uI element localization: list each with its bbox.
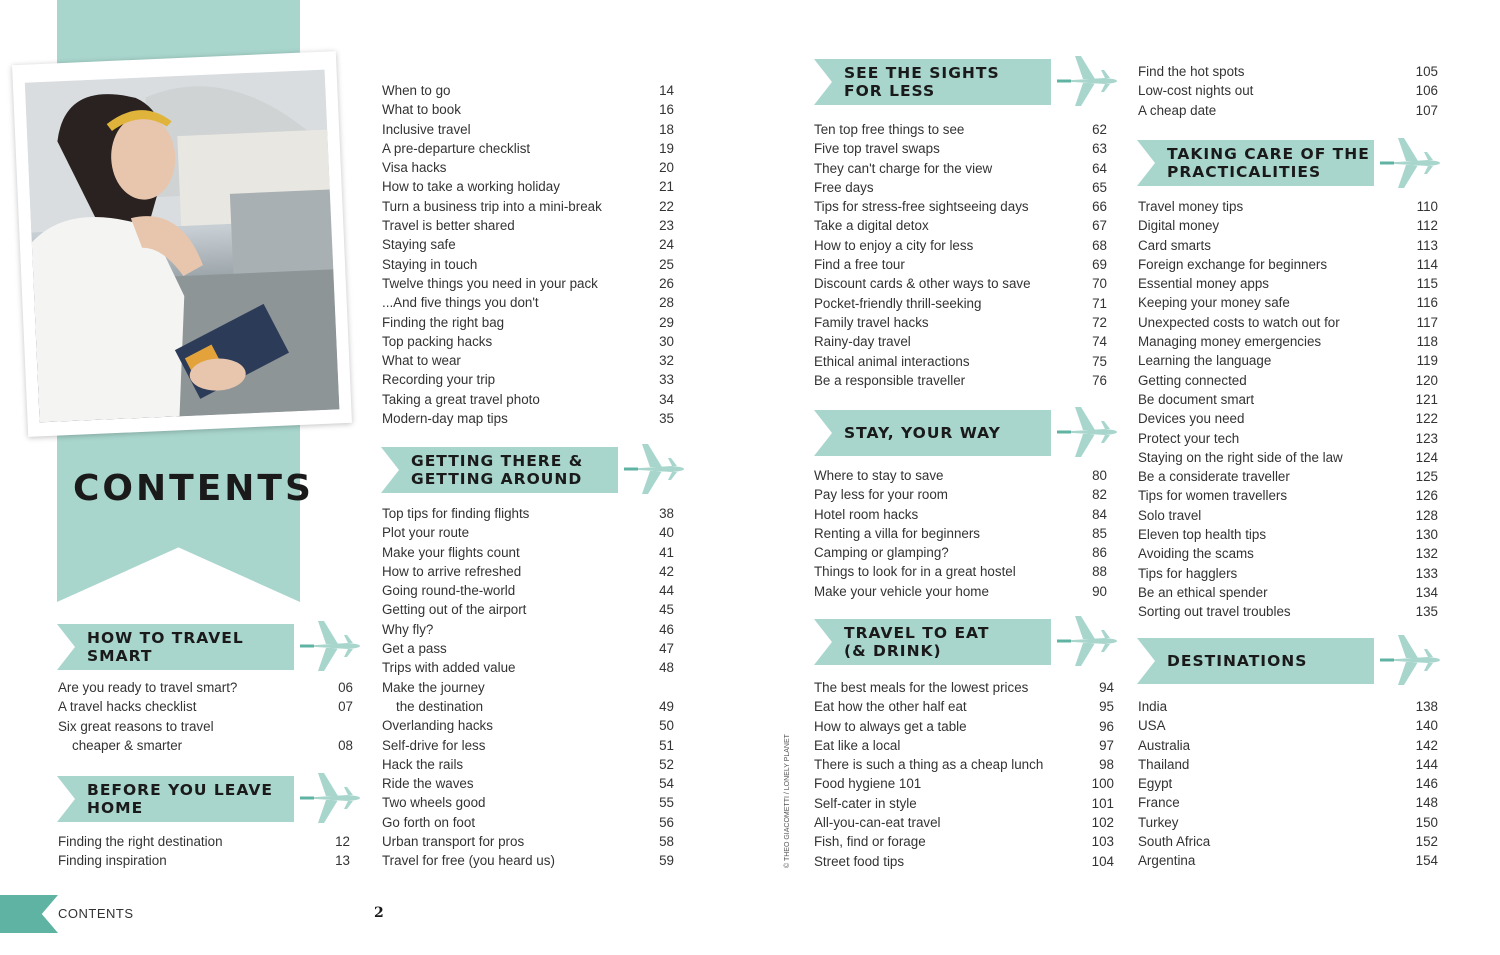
toc-entry[interactable]: Food hygiene 101 100 xyxy=(814,776,1114,792)
toc-entry[interactable]: A travel hacks checklist 07 xyxy=(58,699,353,715)
toc-entry[interactable]: Finding the right bag 29 xyxy=(382,314,674,330)
toc-entry[interactable]: Keeping your money safe 116 xyxy=(1138,295,1438,311)
toc-entry[interactable]: Visa hacks 20 xyxy=(382,160,674,176)
toc-entry[interactable]: Street food tips 104 xyxy=(814,853,1114,869)
toc-entry[interactable]: Make your vehicle your home 90 xyxy=(814,583,1107,599)
toc-entry[interactable]: Overlanding hacks 50 xyxy=(382,718,674,734)
section-title: HOW TO TRAVEL SMART xyxy=(87,629,244,665)
toc-entry[interactable]: Learning the language 119 xyxy=(1138,353,1438,369)
footer-label: CONTENTS xyxy=(58,906,134,921)
toc-entry[interactable]: Finding inspiration 13 xyxy=(58,853,350,869)
toc-entry[interactable]: Turkey 150 xyxy=(1138,814,1438,830)
toc-entry[interactable]: How to arrive refreshed 42 xyxy=(382,563,674,579)
list-before xyxy=(58,832,350,871)
list-eat xyxy=(814,678,1114,871)
toc-entry[interactable]: How to enjoy a city for less 68 xyxy=(814,237,1107,253)
section-banner-practical xyxy=(1137,140,1374,186)
toc-entry[interactable]: Discount cards & other ways to save 70 xyxy=(814,276,1107,292)
list-how-to xyxy=(58,678,353,755)
toc-entry[interactable]: Six great reasons to travel xyxy=(58,718,214,734)
toc-entry[interactable]: Urban transport for pros 58 xyxy=(382,834,674,850)
toc-entry[interactable]: Unexpected costs to watch out for 117 xyxy=(1138,314,1438,330)
toc-entry[interactable]: Pay less for your room 82 xyxy=(814,487,1107,503)
toc-entry[interactable]: Staying in touch 25 xyxy=(382,256,674,272)
toc-entry[interactable]: Two wheels good 55 xyxy=(382,795,674,811)
toc-entry[interactable]: Be document smart 121 xyxy=(1138,391,1438,407)
toc-entry[interactable]: Australia 142 xyxy=(1138,737,1438,753)
section-title: STAY, YOUR WAY xyxy=(844,424,1001,442)
toc-entry[interactable]: Protect your tech 123 xyxy=(1138,430,1438,446)
toc-entry[interactable]: Eleven top health tips 130 xyxy=(1138,527,1438,543)
toc-entry[interactable]: Make your flights count 41 xyxy=(382,544,674,560)
toc-entry[interactable]: Getting connected 120 xyxy=(1138,372,1438,388)
toc-entry[interactable]: Tips for hagglers 133 xyxy=(1138,565,1438,581)
photo-credit: © THEO GIACOMETTI / LONELY PLANET xyxy=(784,734,791,868)
section-title: GETTING THERE & GETTING AROUND xyxy=(411,452,584,488)
toc-entry[interactable]: Digital money 112 xyxy=(1138,218,1438,234)
toc-entry[interactable]: They can't charge for the view 64 xyxy=(814,160,1107,176)
toc-entry[interactable]: Getting out of the airport 45 xyxy=(382,602,674,618)
toc-entry[interactable]: Travel is better shared 23 xyxy=(382,218,674,234)
toc-entry[interactable]: Ten top free things to see 62 xyxy=(814,122,1107,137)
list-destinations xyxy=(1138,697,1438,871)
plane-icon xyxy=(624,442,686,496)
plane-icon xyxy=(300,771,362,825)
section-title: BEFORE YOU LEAVE HOME xyxy=(87,781,273,817)
toc-entry[interactable]: Turn a business trip into a mini-break 22 xyxy=(382,198,674,214)
toc-entry[interactable]: France 148 xyxy=(1138,795,1438,811)
toc-entry[interactable]: When to go 14 xyxy=(382,83,674,98)
toc-entry[interactable]: Renting a villa for beginners 85 xyxy=(814,525,1107,541)
toc-entry[interactable]: How to always get a table 96 xyxy=(814,718,1114,734)
section-banner-stay xyxy=(814,410,1051,456)
toc-entry[interactable]: Going round-the-world 44 xyxy=(382,583,674,599)
list-eat-continued xyxy=(1138,62,1438,120)
footer-tab xyxy=(0,895,58,933)
plane-icon xyxy=(1057,54,1119,108)
toc-entry[interactable]: Avoiding the scams 132 xyxy=(1138,546,1438,562)
toc-entry[interactable]: Pocket-friendly thrill-seeking 71 xyxy=(814,295,1107,311)
toc-entry[interactable]: Take a digital detox 67 xyxy=(814,218,1107,234)
toc-entry[interactable]: Be a responsible traveller 76 xyxy=(814,372,1107,388)
toc-entry[interactable]: Modern-day map tips 35 xyxy=(382,411,674,427)
toc-entry[interactable]: Hotel room hacks 84 xyxy=(814,506,1107,522)
toc-entry[interactable]: Card smarts 113 xyxy=(1138,237,1438,253)
toc-entry[interactable]: Self-drive for less 51 xyxy=(382,737,674,753)
toc-entry[interactable]: Staying on the right side of the law 124 xyxy=(1138,449,1438,465)
toc-entry[interactable]: Why fly? 46 xyxy=(382,621,674,637)
toc-entry[interactable]: Egypt 146 xyxy=(1138,776,1438,792)
section-banner-sights xyxy=(814,59,1051,105)
toc-entry[interactable]: Things to look for in a great hostel 88 xyxy=(814,564,1107,580)
toc-entry[interactable]: Ethical animal interactions 75 xyxy=(814,353,1107,369)
toc-entry[interactable]: What to wear 32 xyxy=(382,353,674,369)
section-banner-getting xyxy=(381,447,618,493)
photo-frame xyxy=(12,51,352,437)
toc-entry[interactable]: Top packing hacks 30 xyxy=(382,333,674,349)
list-practical xyxy=(1138,197,1438,622)
toc-entry[interactable]: Find the hot spots 105 xyxy=(1138,64,1438,79)
plane-icon xyxy=(1380,136,1442,190)
toc-entry[interactable]: Eat how the other half eat 95 xyxy=(814,699,1114,715)
toc-entry[interactable]: Self-cater in style 101 xyxy=(814,795,1114,811)
plane-icon xyxy=(1057,614,1119,668)
toc-entry[interactable]: Where to stay to save 80 xyxy=(814,468,1107,483)
toc-entry[interactable]: A cheap date 107 xyxy=(1138,102,1438,118)
plane-icon xyxy=(300,619,362,673)
toc-entry[interactable]: Foreign exchange for beginners 114 xyxy=(1138,256,1438,272)
plane-icon xyxy=(1380,633,1442,687)
toc-entry[interactable]: Managing money emergencies 118 xyxy=(1138,334,1438,350)
toc-entry[interactable]: There is such a thing as a cheap lunch 98 xyxy=(814,757,1114,773)
toc-entry[interactable]: Travel for free (you heard us) 59 xyxy=(382,853,674,869)
toc-entry[interactable]: Finding the right destination 12 xyxy=(58,834,350,849)
toc-entry[interactable]: A pre-departure checklist 19 xyxy=(382,140,674,156)
toc-entry[interactable]: How to take a working holiday 21 xyxy=(382,179,674,195)
section-title: DESTINATIONS xyxy=(1167,652,1308,670)
toc-entry[interactable]: Plot your route 40 xyxy=(382,525,674,541)
toc-entry[interactable]: Staying safe 24 xyxy=(382,237,674,253)
toc-entry[interactable]: Sorting out travel troubles 135 xyxy=(1138,604,1438,620)
toc-entry[interactable]: Make the journey xyxy=(382,679,485,695)
list-stay xyxy=(814,466,1107,601)
page-title: CONTENTS xyxy=(73,468,314,509)
toc-entry[interactable]: Free days 65 xyxy=(814,179,1107,195)
toc-entry[interactable]: the destination 49 xyxy=(396,698,674,714)
section-banner-how-to xyxy=(57,624,294,670)
toc-entry[interactable]: cheaper & smarter 08 xyxy=(72,737,353,753)
toc-entry[interactable]: Ride the waves 54 xyxy=(382,776,674,792)
traveller-illustration xyxy=(25,70,340,423)
contents-ribbon xyxy=(57,420,300,602)
toc-entry[interactable]: South Africa 152 xyxy=(1138,834,1438,850)
list-before-continued xyxy=(382,81,674,428)
toc-entry[interactable]: Devices you need 122 xyxy=(1138,411,1438,427)
toc-entry[interactable]: USA 140 xyxy=(1138,718,1438,734)
toc-entry[interactable]: Low-cost nights out 106 xyxy=(1138,83,1438,99)
toc-entry[interactable]: Camping or glamping? 86 xyxy=(814,545,1107,561)
toc-entry[interactable]: Get a pass 47 xyxy=(382,641,674,657)
plane-icon xyxy=(1057,405,1119,459)
page-number: 2 xyxy=(374,905,384,921)
toc-entry[interactable]: All-you-can-eat travel 102 xyxy=(814,815,1114,831)
toc-entry[interactable]: Trips with added value 48 xyxy=(382,660,674,676)
toc-entry[interactable]: Twelve things you need in your pack 26 xyxy=(382,275,674,291)
section-banner-destinations xyxy=(1137,638,1374,684)
toc-entry[interactable]: What to book 16 xyxy=(382,102,674,118)
toc-entry[interactable]: Top tips for finding flights 38 xyxy=(382,506,674,521)
toc-entry[interactable]: Rainy-day travel 74 xyxy=(814,334,1107,350)
toc-entry[interactable]: India 138 xyxy=(1138,699,1438,714)
toc-entry[interactable]: Family travel hacks 72 xyxy=(814,314,1107,330)
toc-entry[interactable]: Are you ready to travel smart? 06 xyxy=(58,680,353,695)
toc-entry[interactable]: Thailand 144 xyxy=(1138,756,1438,772)
toc-entry[interactable]: Essential money apps 115 xyxy=(1138,276,1438,292)
section-title: TAKING CARE OF THE PRACTICALITIES xyxy=(1167,145,1370,181)
toc-entry[interactable]: Hack the rails 52 xyxy=(382,756,674,772)
toc-entry[interactable]: The best meals for the lowest prices 94 xyxy=(814,680,1114,695)
toc-entry[interactable]: Tips for stress-free sightseeing days 66 xyxy=(814,199,1107,215)
toc-entry[interactable]: Travel money tips 110 xyxy=(1138,199,1438,214)
toc-entry[interactable]: ...And five things you don't 28 xyxy=(382,295,674,311)
toc-entry[interactable]: Recording your trip 33 xyxy=(382,372,674,388)
toc-entry[interactable]: Solo travel 128 xyxy=(1138,507,1438,523)
list-sights xyxy=(814,120,1107,390)
toc-entry[interactable]: Find a free tour 69 xyxy=(814,257,1107,273)
toc-entry[interactable]: Go forth on foot 56 xyxy=(382,814,674,830)
section-title: SEE THE SIGHTS FOR LESS xyxy=(844,64,1000,100)
toc-entry[interactable]: Be a considerate traveller 125 xyxy=(1138,469,1438,485)
toc-entry[interactable]: Taking a great travel photo 34 xyxy=(382,391,674,407)
toc-entry[interactable]: Be an ethical spender 134 xyxy=(1138,584,1438,600)
list-getting xyxy=(382,504,674,871)
toc-entry[interactable]: Inclusive travel 18 xyxy=(382,121,674,137)
toc-entry[interactable]: Eat like a local 97 xyxy=(814,737,1114,753)
toc-entry[interactable]: Tips for women travellers 126 xyxy=(1138,488,1438,504)
toc-entry[interactable]: Fish, find or forage 103 xyxy=(814,834,1114,850)
toc-entry[interactable]: Argentina 154 xyxy=(1138,853,1438,869)
toc-entry[interactable]: Five top travel swaps 63 xyxy=(814,141,1107,157)
section-banner-before xyxy=(57,776,294,822)
section-title: TRAVEL TO EAT (& DRINK) xyxy=(844,624,990,660)
traveller-photo xyxy=(25,70,340,423)
section-banner-eat xyxy=(814,619,1051,665)
